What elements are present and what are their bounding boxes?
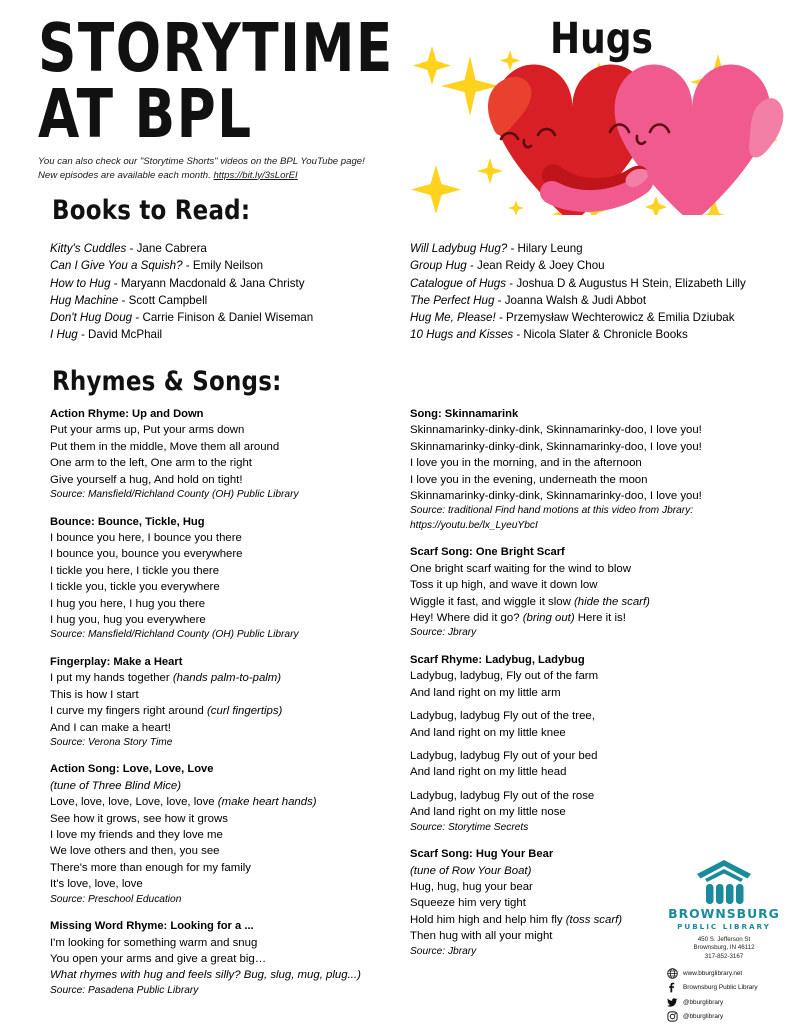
twitter-handle: @bburglibrary: [683, 998, 724, 1006]
book-title: Don't Hug Doug: [50, 311, 133, 325]
rhyme-line: And land right on my little nose: [410, 806, 566, 819]
rhyme-entry-title: Action Song: Love, Love, Love: [50, 763, 214, 776]
book-item: [410, 309, 785, 326]
rhyme-line: We love others and then, you see: [50, 845, 220, 858]
rhyme-line: And land right on my little head: [410, 766, 567, 779]
address-line-2: Brownsburg, IN 46112: [693, 944, 755, 952]
library-subtitle: PUBLIC LIBRARY: [677, 922, 771, 931]
twitter-icon: [667, 997, 678, 1008]
book-title: Group Hug: [410, 259, 467, 273]
rhyme-entry-note: What rhymes with hug and feels silly? Bug, slug, mug, plug...): [50, 969, 361, 982]
book-item: [50, 326, 400, 343]
rhyme-entry: [410, 544, 785, 641]
rhyme-entry-title: Scarf Song: Hug Your Bear: [410, 848, 554, 861]
rhyme-entry-title: Song: Skinnamarink: [410, 408, 519, 420]
rhyme-entry-source: Source: Storytime Secrets: [410, 821, 529, 833]
rhyme-entry-title: Scarf Song: One Bright Scarf: [410, 546, 565, 559]
book-author: - Jean Reidy & Joey Chou: [466, 259, 605, 273]
rhyme-line: One arm to the left, One arm to the right: [50, 457, 252, 470]
phone-number: 317-852-3167: [704, 952, 744, 960]
rhyme-entry-title: Missing Word Rhyme: Looking for a ...: [50, 920, 254, 933]
rhyme-line: I'm looking for something warm and snug: [50, 936, 258, 949]
rhyme-entry-source: Source: Mansfield/Richland County (OH) Public Library: [50, 489, 299, 501]
rhyme-line: Put them in the middle, Move them all around: [50, 440, 280, 453]
hugs-art-title: Hugs: [550, 15, 653, 64]
book-author: - Scott Campbell: [118, 293, 208, 307]
rhyme-entry-source: Source: Mansfield/Richland County (OH) Public Library: [50, 629, 299, 641]
rhyme-line: I bounce you, bounce you everywhere: [50, 548, 243, 561]
rhyme-line: I bounce you here, I bounce you there: [50, 531, 242, 544]
page-title: [38, 8, 394, 153]
rhyme-line: You open your arms and give a great big…: [50, 952, 267, 965]
instagram-icon: [667, 1011, 678, 1022]
rhyme-line: Hey! Where did it go? (bring out) Here it is!: [410, 612, 626, 625]
stanza-gap: [410, 701, 785, 708]
social-row-website[interactable]: [667, 968, 788, 979]
rhyme-line: It's love, love, love: [50, 878, 143, 891]
book-title: Hug Me, Please!: [410, 311, 496, 325]
library-address: [660, 936, 788, 961]
book-title: Hug Machine: [50, 293, 119, 307]
rhyme-entry: [410, 652, 785, 835]
rhyme-line: And land right on my little knee: [410, 726, 566, 739]
rhyme-line: I hug you, hug you everywhere: [50, 613, 206, 626]
facebook-icon: [667, 982, 678, 993]
book-item: [50, 309, 400, 326]
library-building-icon: [695, 858, 753, 904]
rhyme-entry: [50, 514, 400, 643]
rhyme-entry-source: Source: Jbrary: [410, 627, 477, 639]
book-author: - Joshua D & Augustus H Stein, Elizabeth Lilly: [506, 276, 746, 290]
book-author: - Maryann Macdonald & Jana Christy: [110, 276, 305, 290]
rhyme-line: I love you in the morning, and in the afternoon: [410, 457, 642, 470]
rhyme-line: Put your arms up, Put your arms down: [50, 424, 245, 437]
title-block: [38, 8, 394, 153]
rhyme-entry-title: Action Rhyme: Up and Down: [50, 408, 204, 420]
book-item: [410, 275, 785, 292]
instagram-handle: @bburglibrary: [683, 1012, 724, 1020]
books-list-right: [410, 240, 785, 344]
books-list-left: [50, 240, 400, 344]
rhyme-line: I put my hands together (hands palm-to-palm): [50, 672, 282, 685]
rhyme-line: Ladybug, ladybug, Fly out of the farm: [410, 670, 599, 683]
rhyme-entry-source: Source: Pasadena Public Library: [50, 984, 199, 996]
page-title-line1: STORYTIME: [38, 8, 394, 87]
book-author: - Przemysław Wechterowicz & Emilia Dziubak: [495, 311, 735, 325]
page-header: [0, 0, 791, 200]
intro-note: [38, 155, 373, 182]
rhyme-line: I curve my fingers right around (curl fingertips): [50, 705, 283, 718]
page-title-line2: AT BPL: [38, 74, 253, 153]
stanza-gap: [410, 781, 785, 788]
book-title: Catalogue of Hugs: [410, 276, 507, 290]
rhyme-line: Skinnamarinky-dinky-dink, Skinnamarinky-doo, I love you!: [410, 440, 702, 453]
rhyme-entry-title: Bounce: Bounce, Tickle, Hug: [50, 515, 205, 528]
rhyme-line: And I can make a heart!: [50, 721, 171, 734]
rhyme-line: One bright scarf waiting for the wind to blow: [410, 562, 631, 575]
rhyme-entry-source-url[interactable]: https://youtu.be/lx_LyeuYbcI: [410, 519, 538, 531]
book-author: - Jane Cabrera: [126, 242, 207, 255]
rhyme-entry: [50, 654, 400, 751]
rhyme-line: Squeeze him very tight: [410, 897, 526, 910]
rhyme-entry-tune: (tune of Three Blind Mice): [50, 779, 182, 792]
social-row-twitter[interactable]: [667, 997, 788, 1008]
youtube-link[interactable]: https://bit.ly/3sLorEI: [213, 169, 298, 181]
library-name: BROWNSBURG: [668, 906, 780, 921]
rhyme-line: Wiggle it fast, and wiggle it slow (hide the scarf): [410, 595, 650, 608]
rhyme-line: Love, love, love, Love, love, love (make heart hands): [50, 796, 317, 809]
social-links: [660, 968, 788, 1022]
rhyme-line: Then hug with all your might: [410, 930, 553, 943]
book-title: Can I Give You a Squish?: [50, 259, 183, 273]
rhyme-entry-tune: (tune of Row Your Boat): [410, 864, 532, 877]
book-item: [50, 292, 400, 309]
rhyme-line: Hug, hug, hug your bear: [410, 880, 533, 893]
rhyme-entry-title: Fingerplay: Make a Heart: [50, 655, 183, 668]
book-item: [50, 240, 400, 257]
book-title: Kitty's Cuddles: [50, 242, 127, 255]
rhyme-line: There's more than enough for my family: [50, 861, 251, 874]
hugs-illustration: [398, 10, 791, 215]
rhyme-line: Skinnamarinky-dinky-dink, Skinnamarinky-doo, I love you!: [410, 490, 702, 503]
book-item: [410, 292, 785, 309]
rhyme-line: Give yourself a hug, And hold on tight!: [50, 473, 243, 486]
book-item: [50, 275, 400, 292]
globe-icon: [667, 968, 678, 979]
address-line-1: 450 S. Jefferson St: [697, 936, 751, 943]
book-title: 10 Hugs and Kisses: [410, 328, 514, 342]
intro-note-text: You can also check our "Storytime Shorts" videos on the BPL YouTube page! New episodes are available each month.: [38, 156, 365, 181]
rhyme-line: This is how I start: [50, 688, 139, 701]
book-item: [410, 257, 785, 274]
rhyme-entry: [50, 761, 400, 907]
book-item: [410, 240, 785, 257]
book-author: - Joanna Walsh & Judi Abbot: [494, 293, 647, 307]
book-title: How to Hug: [50, 276, 111, 290]
library-footer: [660, 858, 788, 1025]
rhyme-line: See how it grows, see how it grows: [50, 812, 228, 825]
book-title: The Perfect Hug: [410, 293, 495, 307]
book-author: - Nicola Slater & Chronicle Books: [513, 328, 688, 342]
stanza-gap: [410, 741, 785, 748]
book-author: - Emily Neilson: [182, 259, 264, 273]
book-author: - Hilary Leung: [507, 242, 583, 255]
rhyme-entry-source: Source: Jbrary: [410, 945, 477, 957]
rhyme-entry: [410, 406, 785, 533]
rhyme-line: I hug you here, I hug you there: [50, 597, 206, 610]
book-author: - David McPhail: [77, 328, 163, 342]
rhyme-line: Ladybug, ladybug Fly out of your bed: [410, 750, 598, 762]
rhyme-line: And land right on my little arm: [410, 686, 561, 699]
rhyme-line: I love you in the evening, underneath the moon: [410, 473, 648, 486]
book-title: I Hug: [50, 328, 78, 342]
book-item: [410, 326, 785, 343]
rhyme-line: Ladybug, ladybug Fly out of the rose: [410, 789, 595, 802]
rhyme-entry-source: Source: Verona Story Time: [50, 736, 173, 748]
rhyme-line: Ladybug, ladybug Fly out of the tree,: [410, 710, 595, 723]
book-title: Will Ladybug Hug?: [410, 242, 508, 255]
rhyme-line: I love my friends and they love me: [50, 829, 223, 842]
facebook-handle: Brownsburg Public Library: [683, 984, 758, 992]
social-row-facebook[interactable]: [667, 982, 788, 993]
books-section-heading: Books to Read:: [52, 196, 251, 226]
rhymes-section-heading: Rhymes & Songs:: [52, 367, 282, 397]
book-item: [50, 257, 400, 274]
rhymes-column-left: [50, 406, 400, 998]
rhyme-entry-source: Source: Preschool Education: [50, 893, 182, 905]
rhyme-line: Hold him high and help him fly (toss scarf): [410, 913, 623, 926]
website-url: www.bburglibrary.net: [683, 970, 743, 978]
rhyme-line: I tickle you, tickle you everywhere: [50, 581, 220, 594]
rhyme-line: I tickle you here, I tickle you there: [50, 564, 220, 577]
rhyme-entry-title: Scarf Rhyme: Ladybug, Ladybug: [410, 653, 585, 666]
rhyme-entry: [50, 406, 400, 503]
book-author: - Carrie Finison & Daniel Wiseman: [132, 311, 314, 325]
rhyme-line: Toss it up high, and wave it down low: [410, 579, 598, 592]
rhyme-entry-source: Source: traditional Find hand motions at this video from Jbrary:: [410, 505, 694, 517]
rhyme-entry: [50, 918, 400, 998]
rhyme-line: Skinnamarinky-dinky-dink, Skinnamarinky-doo, I love you!: [410, 424, 702, 437]
social-row-instagram[interactable]: [667, 1011, 788, 1022]
